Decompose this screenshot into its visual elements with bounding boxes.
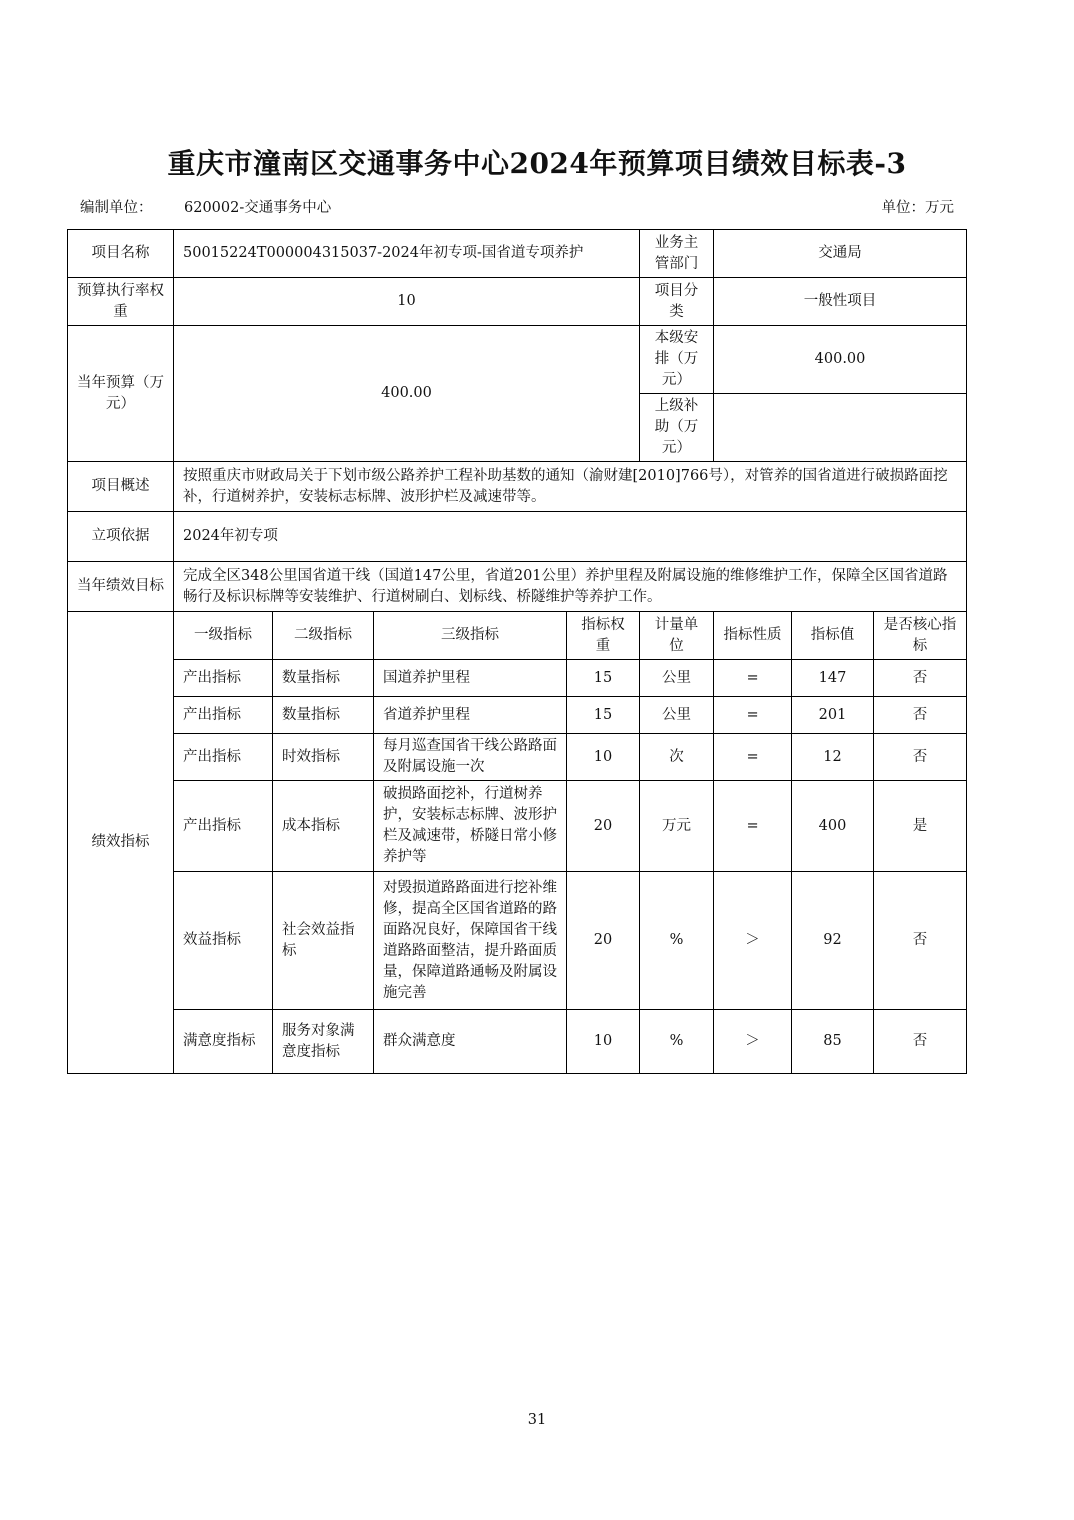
compiling-unit-value: 620002-交通事务中心: [184, 200, 332, 216]
weight-cell: 10: [567, 734, 640, 781]
nature-cell: ＞: [714, 1010, 792, 1074]
table-row: [68, 781, 967, 872]
level1-cell: 产出指标: [174, 734, 273, 781]
core-cell: 否: [874, 734, 967, 781]
weight-cell: 20: [567, 872, 640, 1010]
level2-cell: 时效指标: [273, 734, 374, 781]
header-cell: 是否核心指标: [874, 612, 967, 660]
level3-cell: 对毁损道路路面进行挖补维修，提高全区国省道路的路面路况良好，保障国省干线道路路面整洁，提升路面质量，保障道路通畅及附属设施完善: [374, 872, 567, 1010]
header-cell: 三级指标: [374, 612, 567, 660]
category-label: 项目分类: [640, 278, 714, 326]
unit-cell: 公里: [640, 697, 714, 734]
level2-cell: 数量指标: [273, 697, 374, 734]
table-row: [68, 697, 967, 734]
dept: 交通局: [714, 230, 967, 278]
nature-cell: =: [714, 660, 792, 697]
money-unit: 单位：万元: [881, 200, 954, 216]
level2-cell: 服务对象满意度指标: [273, 1010, 374, 1074]
overview: 按照重庆市财政局关于下划市级公路养护工程补助基数的通知（渝财建[2010]766号），对管养的国省道进行破损路面挖补，行道树养护，安装标志标牌、波形护栏及减速带等。: [174, 462, 967, 512]
level2-cell: 社会效益指标: [273, 872, 374, 1010]
exec-weight: 10: [174, 278, 640, 326]
level3-cell: 破损路面挖补，行道树养护，安装标志标牌、波形护栏及减速带，桥隧日常小修养护等: [374, 781, 567, 872]
core-cell: 否: [874, 1010, 967, 1074]
goal-label: 当年绩效目标: [68, 562, 174, 612]
performance-table: [67, 229, 967, 1074]
table-row: [68, 734, 967, 781]
local-amount: 400.00: [714, 326, 967, 394]
weight-cell: 20: [567, 781, 640, 872]
nature-cell: ＞: [714, 872, 792, 1010]
exec-weight-label: 预算执行率权重: [68, 278, 174, 326]
level1-cell: 满意度指标: [174, 1010, 273, 1074]
header-cell: 一级指标: [174, 612, 273, 660]
value-cell: 201: [792, 697, 874, 734]
header-cell: 指标性质: [714, 612, 792, 660]
unit-cell: 次: [640, 734, 714, 781]
nature-cell: =: [714, 734, 792, 781]
unit-cell: %: [640, 1010, 714, 1074]
unit-cell: 公里: [640, 660, 714, 697]
local-label: 本级安排（万元）: [640, 326, 714, 394]
overview-label: 项目概述: [68, 462, 174, 512]
header-cell: 计量单位: [640, 612, 714, 660]
upper-label: 上级补助（万元）: [640, 394, 714, 462]
table-row: [68, 872, 967, 1010]
level1-cell: 产出指标: [174, 697, 273, 734]
compiling-unit-label: 编制单位：: [80, 200, 153, 216]
value-cell: 92: [792, 872, 874, 1010]
page-title: 重庆市潼南区交通事务中心2024年预算项目绩效目标表-3: [167, 147, 907, 180]
unit-cell: %: [640, 872, 714, 1010]
level3-cell: 省道养护里程: [374, 697, 567, 734]
level2-cell: 成本指标: [273, 781, 374, 872]
indicators-label: 绩效指标: [68, 612, 174, 1074]
value-cell: 12: [792, 734, 874, 781]
nature-cell: =: [714, 697, 792, 734]
unit-cell: 万元: [640, 781, 714, 872]
goal: 完成全区348公里国省道干线（国道147公里，省道201公里）养护里程及附属设施的维修维护工作，保障全区国省道路畅行及标识标牌等安装维护、行道树刷白、划标线、桥隧维护等养护工作。: [174, 562, 967, 612]
budget: 400.00: [174, 326, 640, 462]
category: 一般性项目: [714, 278, 967, 326]
core-cell: 否: [874, 697, 967, 734]
page-number: 31: [527, 1412, 547, 1428]
header-cell: 二级指标: [273, 612, 374, 660]
level1-cell: 产出指标: [174, 781, 273, 872]
core-cell: 是: [874, 781, 967, 872]
upper-amount: [714, 394, 967, 462]
level3-cell: 群众满意度: [374, 1010, 567, 1074]
core-cell: 否: [874, 872, 967, 1010]
weight-cell: 10: [567, 1010, 640, 1074]
dept-label: 业务主管部门: [640, 230, 714, 278]
project-name-label: 项目名称: [68, 230, 174, 278]
table-row: [68, 660, 967, 697]
project-name: 50015224T000004315037-2024年初专项-国省道专项养护: [174, 230, 640, 278]
basis: 2024年初专项: [174, 512, 967, 562]
level2-cell: 数量指标: [273, 660, 374, 697]
value-cell: 85: [792, 1010, 874, 1074]
weight-cell: 15: [567, 697, 640, 734]
level1-cell: 产出指标: [174, 660, 273, 697]
nature-cell: =: [714, 781, 792, 872]
value-cell: 400: [792, 781, 874, 872]
level3-cell: 国道养护里程: [374, 660, 567, 697]
budget-label: 当年预算（万元）: [68, 326, 174, 462]
header-cell: 指标值: [792, 612, 874, 660]
basis-label: 立项依据: [68, 512, 174, 562]
header-cell: 指标权重: [567, 612, 640, 660]
value-cell: 147: [792, 660, 874, 697]
table-row: [68, 1010, 967, 1074]
weight-cell: 15: [567, 660, 640, 697]
level3-cell: 每月巡查国省干线公路路面及附属设施一次: [374, 734, 567, 781]
core-cell: 否: [874, 660, 967, 697]
level1-cell: 效益指标: [174, 872, 273, 1010]
